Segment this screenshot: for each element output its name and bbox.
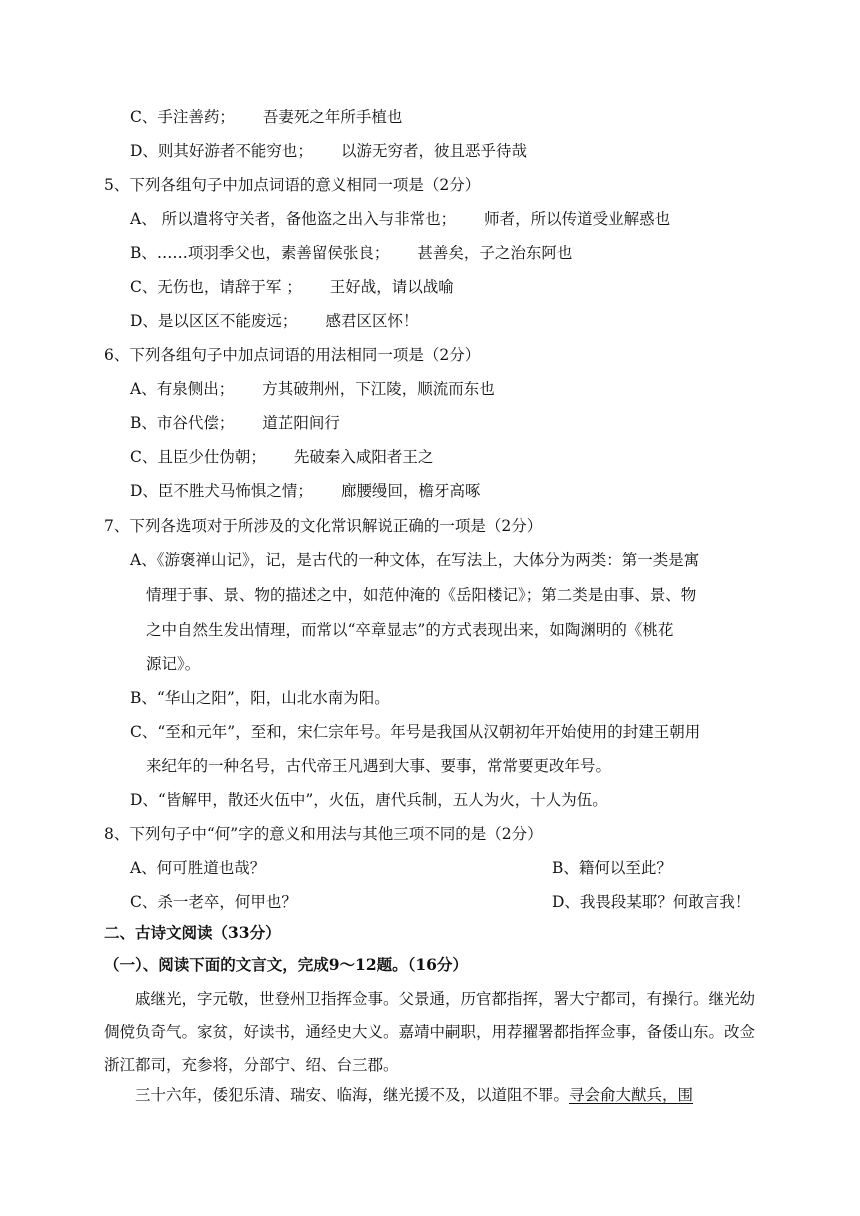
q8-option-a: A、何可胜道也哉？	[130, 859, 266, 877]
q4-option-c-b: 吾妻死之年所手植也	[262, 108, 403, 126]
q6-option-c-a: C、且臣少仕伪朝；	[130, 448, 266, 466]
q6-option-b	[130, 413, 340, 433]
q8-row1	[130, 858, 830, 878]
q8-option-b: B、籍何以至此？	[552, 859, 672, 877]
q7-option-a-line2: 情理于事、景、物的描述之中，如范仲淹的《岳阳楼记》；第二类是由事、景、物	[146, 586, 697, 604]
q6-option-d-a: D、臣不胜犬马怖惧之情；	[130, 482, 313, 500]
q7-option-a-line1: A、《游褒禅山记》，记，是古代的一种文体，在写法上，大体分为两类：第一类是寓	[130, 551, 700, 569]
q6-option-c	[130, 447, 433, 467]
q4-option-d	[130, 141, 527, 161]
q6-option-a-b: 方其破荆州，下江陵，顺流而东也	[262, 380, 495, 398]
q4-option-c-a: C、手注善药；	[130, 108, 235, 126]
q7-option-d: D、“皆解甲，散还火伍中”，火伍，唐代兵制，五人为火，十人为伍。	[130, 791, 608, 809]
q7-option-b: B、“华山之阳”，阳，山北水南为阳。	[130, 689, 390, 707]
q6-option-d-b: 廊腰缦回，檐牙高啄	[340, 482, 481, 500]
passage-underlined-sentence: 寻会俞大猷兵，围	[569, 1086, 694, 1104]
q8-stem: 8、下列句子中“何”字的意义和用法与其他三项不同的是（2分）	[104, 825, 543, 843]
q6-option-b-b: 道芷阳间行	[262, 414, 340, 432]
q7-option-c-line1: C、“至和元年”，至和，宋仁宗年号。年号是我国从汉朝初年开始使用的封建王朝用	[130, 723, 701, 741]
q6-option-a	[130, 379, 495, 399]
passage-paragraph-2	[135, 1085, 693, 1105]
q7-option-a-line3: 之中自然生发出情理，而常以“卒章显志”的方式表现出来，如陶渊明的《桃花	[146, 621, 674, 639]
q5-option-a-a: A、 所以遣将守关者，备他盗之出入与非常也；	[130, 210, 457, 228]
q5-option-c	[130, 277, 454, 297]
passage-paragraph-1: 戚继光，字元敬，世登州卫指挥佥事。父景通，历官都指挥，署大宁都司，有操行。继光幼倜傥负奇气。家贫，好读书，通经史大义。嘉靖中嗣职，用荐擢署都指挥佥事，备倭山东。改佥浙江都司，充参将，分部宁、绍、台三郡。	[104, 990, 756, 1074]
q6-option-a-a: A、有泉侧出；	[130, 380, 235, 398]
q5-option-d-b: 感君区区怀！	[325, 312, 419, 330]
q5-option-d-a: D、是以区区不能废远；	[130, 312, 298, 330]
q8-option-c: C、杀一老卒，何甲也？	[130, 893, 297, 911]
q5-option-d	[130, 311, 418, 331]
q6-option-d	[130, 481, 480, 501]
q4-option-c	[130, 107, 402, 127]
q6-option-c-b: 先破秦入咸阳者王之	[293, 448, 434, 466]
q5-option-c-a: C、无伤也，请辞于军 ；	[130, 278, 302, 296]
q7-option-a-line4: 源记》。	[146, 655, 201, 673]
q5-option-b	[130, 243, 572, 263]
q5-option-a	[130, 209, 670, 229]
section2-subtitle: （一）、阅读下面的文言文，完成9～12题。（16分）	[104, 955, 468, 974]
q4-option-d-a: D、则其好游者不能穷也；	[130, 142, 313, 160]
q5-option-b-a: B、……项羽季父也，素善留侯张良；	[130, 244, 390, 262]
q8-row2	[130, 892, 830, 912]
q4-option-d-b: 以游无穷者，彼且恶乎待哉	[340, 142, 527, 160]
q5-option-c-b: 王好战，请以战喻	[329, 278, 454, 296]
q7-stem: 7、下列各选项对于所涉及的文化常识解说正确的一项是（2分）	[104, 517, 543, 535]
q5-option-b-b: 甚善矣，子之治东阿也	[417, 244, 573, 262]
q8-option-d: D、我畏段某耶？何敢言我！	[552, 893, 751, 911]
q5-stem: 5、下列各组句子中加点词语的意义相同一项是（2分）	[104, 176, 481, 194]
q6-stem: 6、下列各组句子中加点词语的用法相同一项是（2分）	[104, 346, 481, 364]
q5-option-a-b: 师者，所以传道受业解惑也	[484, 210, 671, 228]
section2-title: 二、古诗文阅读（33分）	[104, 923, 281, 942]
q7-option-c-line2: 来纪年的一种名号，古代帝王凡遇到大事、要事，常常要更改年号。	[146, 757, 612, 775]
passage-paragraph-2-text: 三十六年，倭犯乐清、瑞安、临海，继光援不及，以道阻不罪。	[135, 1086, 570, 1104]
q6-option-b-a: B、市谷代偿；	[130, 414, 235, 432]
